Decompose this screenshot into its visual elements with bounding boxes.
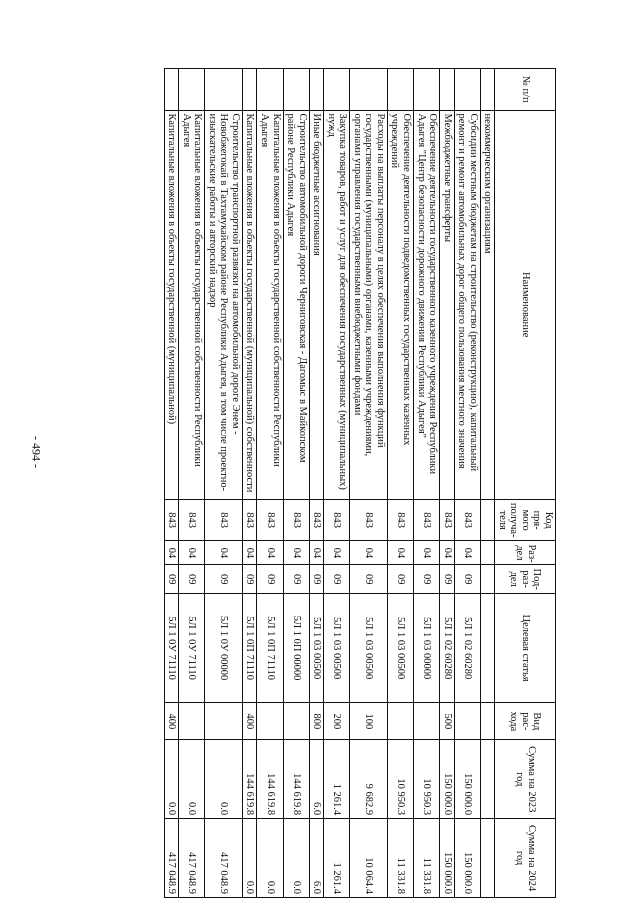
row-sum-2024: 0.0 xyxy=(257,819,283,898)
row-target: 5Л 1 0П 71110 xyxy=(257,593,283,702)
row-name: Капитальные вложения в объекты государственной собственности Республики Адыгея xyxy=(179,110,205,499)
col-target: Целевая статья xyxy=(495,593,556,702)
row-sum-2024: 0.0 xyxy=(283,819,309,898)
row-target: 5Л 1 03 00500 xyxy=(309,593,324,702)
rotated-page xyxy=(65,68,556,898)
row-sum-2023: 1 261.4 xyxy=(324,740,350,819)
row-podrazdel: 09 xyxy=(324,565,350,593)
row-sum-2024 xyxy=(480,819,495,898)
row-num xyxy=(413,69,439,111)
row-sum-2024: 417 048.9 xyxy=(205,819,243,898)
row-code: 843 xyxy=(257,499,283,541)
row-code: 843 xyxy=(413,499,439,541)
row-podrazdel: 09 xyxy=(413,565,439,593)
row-target: 5Л 1 02 60280 xyxy=(454,593,480,702)
table-row xyxy=(480,69,495,898)
row-podrazdel: 09 xyxy=(257,565,283,593)
table-row xyxy=(257,69,283,898)
row-code: 843 xyxy=(179,499,205,541)
row-num xyxy=(164,69,179,111)
row-code: 843 xyxy=(454,499,480,541)
table-row xyxy=(179,69,205,898)
row-target: 5Л 1 0У 00000 xyxy=(205,593,243,702)
row-name: некоммерческим организациям xyxy=(480,110,495,499)
row-sum-2024: 417 048.9 xyxy=(179,819,205,898)
row-razdel: 04 xyxy=(309,541,324,565)
row-sum-2023: 144 619.8 xyxy=(257,740,283,819)
row-sum-2023: 0.0 xyxy=(179,740,205,819)
row-num xyxy=(179,69,205,111)
row-code: 843 xyxy=(387,499,413,541)
row-sum-2023: 150 000.0 xyxy=(440,740,455,819)
table-row xyxy=(205,69,243,898)
row-sum-2023: 6.0 xyxy=(309,740,324,819)
row-name: Капитальные вложения в объекты государственной (муниципальной) собственности xyxy=(242,110,257,499)
row-sum-2023: 144 619.8 xyxy=(242,740,257,819)
col-sum-2024: Сумма на 2024 год xyxy=(495,819,556,898)
row-name: Строительство автомобильной дороги Черниговская - Дагомыс в Майкопском районе Республики Адыгея xyxy=(283,110,309,499)
row-num xyxy=(454,69,480,111)
row-razdel: 04 xyxy=(283,541,309,565)
row-num xyxy=(324,69,350,111)
row-target: 5Л 1 0П 00000 xyxy=(283,593,309,702)
row-vid: 400 xyxy=(164,703,179,740)
table-row xyxy=(324,69,350,898)
row-sum-2023: 0.0 xyxy=(164,740,179,819)
table-row xyxy=(387,69,413,898)
table-row xyxy=(309,69,324,898)
row-code: 843 xyxy=(205,499,243,541)
row-vid xyxy=(480,703,495,740)
row-vid xyxy=(413,703,439,740)
table-row xyxy=(164,69,179,898)
col-podrazdel: Под-раз-дел xyxy=(495,565,556,593)
row-num xyxy=(387,69,413,111)
row-num xyxy=(205,69,243,111)
row-vid xyxy=(257,703,283,740)
table-body xyxy=(164,69,495,898)
row-sum-2023: 10 950.3 xyxy=(387,740,413,819)
row-code: 843 xyxy=(283,499,309,541)
row-podrazdel: 09 xyxy=(309,565,324,593)
row-num xyxy=(309,69,324,111)
row-razdel: 04 xyxy=(205,541,243,565)
row-podrazdel: 09 xyxy=(164,565,179,593)
row-vid xyxy=(454,703,480,740)
row-razdel: 04 xyxy=(324,541,350,565)
row-num xyxy=(440,69,455,111)
row-target: 5Л 1 0У 71110 xyxy=(164,593,179,702)
row-sum-2023: 9 682.9 xyxy=(350,740,388,819)
table-row xyxy=(283,69,309,898)
row-vid xyxy=(205,703,243,740)
row-podrazdel: 09 xyxy=(283,565,309,593)
row-num xyxy=(283,69,309,111)
row-razdel: 04 xyxy=(440,541,455,565)
table-row xyxy=(440,69,455,898)
row-podrazdel: 09 xyxy=(205,565,243,593)
row-target: 5Л 1 0П 71110 xyxy=(242,593,257,702)
row-code: 843 xyxy=(242,499,257,541)
col-code: Код пря-мого получа-теля xyxy=(495,499,556,541)
row-code: 843 xyxy=(350,499,388,541)
row-razdel: 04 xyxy=(350,541,388,565)
row-num xyxy=(242,69,257,111)
row-code xyxy=(480,499,495,541)
table-row xyxy=(242,69,257,898)
row-name: Субсидии местным бюджетам на строительство (реконструкцию), капитальный ремонт и ремонт автомобильных дорог общего пользования местного значения xyxy=(454,110,480,499)
row-razdel: 04 xyxy=(454,541,480,565)
col-razdel: Раз-дел xyxy=(495,541,556,565)
row-sum-2024: 11 331.8 xyxy=(387,819,413,898)
row-target: 5Л 1 03 00500 xyxy=(350,593,388,702)
row-target: 5Л 1 02 60280 xyxy=(440,593,455,702)
table-row xyxy=(350,69,388,898)
row-sum-2023 xyxy=(480,740,495,819)
row-vid: 200 xyxy=(324,703,350,740)
row-num xyxy=(480,69,495,111)
header-row xyxy=(495,69,556,898)
row-podrazdel: 09 xyxy=(454,565,480,593)
row-name: Капитальные вложения в объекты государственной (муниципальной) xyxy=(164,110,179,499)
page-number: - 494 - xyxy=(29,436,44,468)
row-razdel xyxy=(480,541,495,565)
col-name: Наименование xyxy=(495,110,556,499)
row-sum-2023: 144 619.8 xyxy=(283,740,309,819)
row-sum-2023: 0.0 xyxy=(205,740,243,819)
row-razdel: 04 xyxy=(413,541,439,565)
row-sum-2024: 150 000.0 xyxy=(440,819,455,898)
row-razdel: 04 xyxy=(164,541,179,565)
col-sum-2023: Сумма на 2023 год xyxy=(495,740,556,819)
table-row xyxy=(454,69,480,898)
row-code: 843 xyxy=(309,499,324,541)
col-vid: Вид рас-хода xyxy=(495,703,556,740)
row-sum-2023: 10 950.3 xyxy=(413,740,439,819)
row-name: Закупка товаров, работ и услуг для обеспечения государственных (муниципальных) нужд xyxy=(324,110,350,499)
row-podrazdel: 09 xyxy=(242,565,257,593)
row-target: 5Л 1 0У 71110 xyxy=(179,593,205,702)
row-sum-2024: 417 048.9 xyxy=(164,819,179,898)
budget-table xyxy=(164,68,556,898)
row-sum-2024: 6.0 xyxy=(309,819,324,898)
row-podrazdel: 09 xyxy=(179,565,205,593)
row-vid: 400 xyxy=(242,703,257,740)
row-code: 843 xyxy=(164,499,179,541)
row-target: 5Л 1 03 00500 xyxy=(324,593,350,702)
row-num xyxy=(350,69,388,111)
row-name: Строительство транспортной развязки на автомобильной дороге Энем - Новобжегокай в Тахтамукайском районе Республики Адыгея, в том числе проектно-изыскательские работы и авторский надзор xyxy=(205,110,243,499)
row-sum-2023: 150 000.0 xyxy=(454,740,480,819)
row-vid: 800 xyxy=(309,703,324,740)
row-sum-2024: 150 000.0 xyxy=(454,819,480,898)
row-name: Обеспечение деятельности государственного казенного учреждения Республики Адыгея "Центр безопасности дорожного движения Республики Адыгея" xyxy=(413,110,439,499)
row-vid xyxy=(387,703,413,740)
row-sum-2024: 11 331.8 xyxy=(413,819,439,898)
row-name: Иные бюджетные ассигнования xyxy=(309,110,324,499)
table-row xyxy=(413,69,439,898)
row-name: Капитальные вложения в объекты государственной собственности Республики Адыгея xyxy=(257,110,283,499)
row-target xyxy=(480,593,495,702)
row-code: 843 xyxy=(440,499,455,541)
row-code: 843 xyxy=(324,499,350,541)
row-sum-2024: 10 064.4 xyxy=(350,819,388,898)
row-sum-2024: 0.0 xyxy=(242,819,257,898)
row-name: Обеспечение деятельности подведомственных государственных казенных учреждений xyxy=(387,110,413,499)
row-vid: 100 xyxy=(350,703,388,740)
row-vid xyxy=(179,703,205,740)
row-target: 5Л 1 03 00000 xyxy=(413,593,439,702)
row-target: 5Л 1 03 00500 xyxy=(387,593,413,702)
row-vid: 500 xyxy=(440,703,455,740)
row-podrazdel: 09 xyxy=(387,565,413,593)
row-sum-2024: 1 261.4 xyxy=(324,819,350,898)
row-razdel: 04 xyxy=(257,541,283,565)
row-name: Межбюджетные трансферты xyxy=(440,110,455,499)
row-razdel: 04 xyxy=(387,541,413,565)
row-razdel: 04 xyxy=(179,541,205,565)
row-podrazdel xyxy=(480,565,495,593)
row-num xyxy=(257,69,283,111)
col-num: № п/п xyxy=(495,69,556,111)
row-vid xyxy=(283,703,309,740)
row-razdel: 04 xyxy=(242,541,257,565)
row-podrazdel: 09 xyxy=(440,565,455,593)
row-podrazdel: 09 xyxy=(350,565,388,593)
row-name: Расходы на выплаты персоналу в целях обеспечения выполнения функций государственными (муниципальными) органами, казенными учреждениями, органами управления государственными внебюджетными фондами xyxy=(350,110,388,499)
